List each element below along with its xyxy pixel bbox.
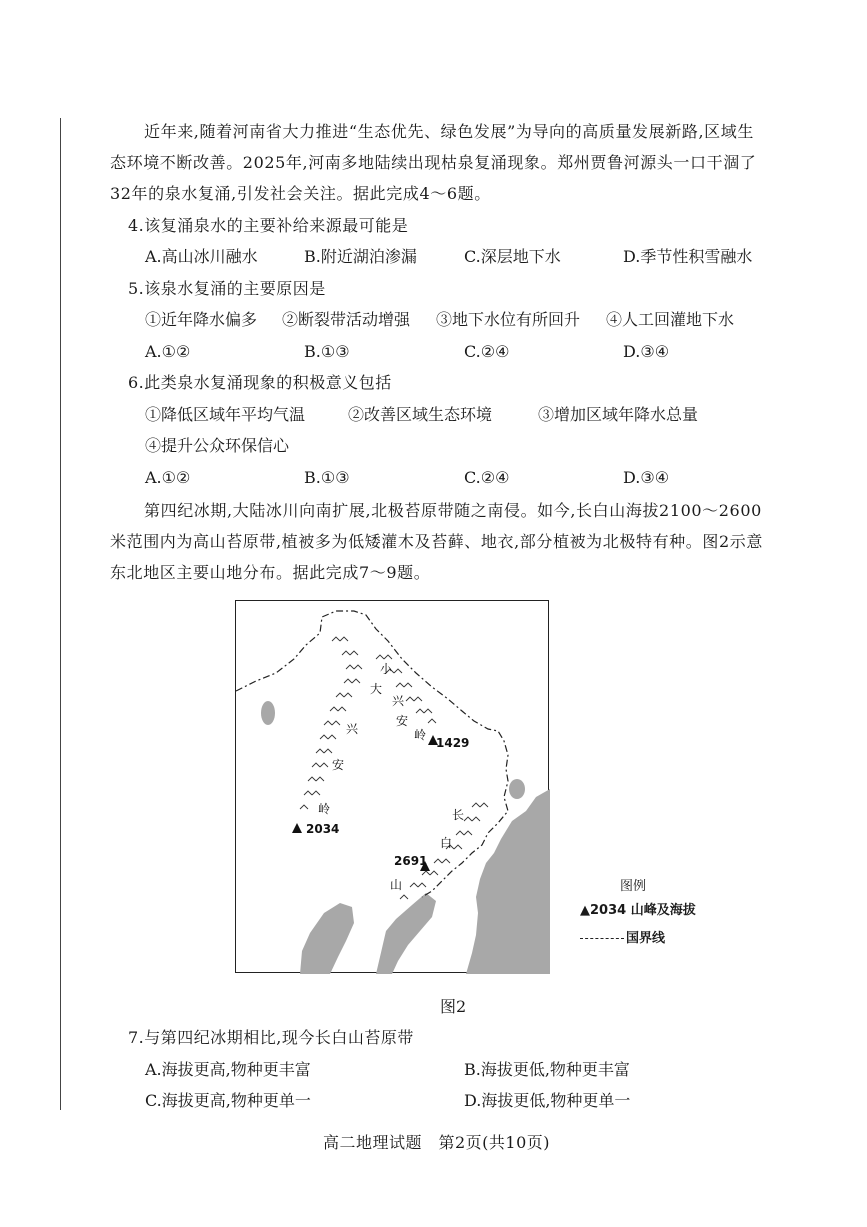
q6-item-4: ④提升公众环保信心 (145, 436, 290, 455)
question-5-stem: 5.该泉水复涌的主要原因是 (128, 279, 326, 298)
q6-option-d: D.③④ (623, 468, 670, 487)
changbai-label-1: 长 (452, 808, 465, 822)
changbai-label-3: 山 (390, 878, 403, 892)
q5-option-c: C.②④ (464, 342, 510, 361)
q7-option-b: B.海拔更低,物种更丰富 (464, 1060, 630, 1079)
sea-east (466, 789, 550, 974)
q5-option-a: A.①② (145, 342, 191, 361)
map-figure-2 (235, 600, 549, 973)
q4-option-b: B.附近湖泊渗漏 (304, 247, 417, 266)
national-border (236, 611, 508, 897)
lesser-khingan-label-2: 兴 (392, 694, 405, 708)
q4-option-d: D.季节性积雪融水 (623, 247, 753, 266)
q7-option-c: C.海拔更高,物种更单一 (145, 1091, 311, 1110)
q5-item-1: ①近年降水偏多 (145, 310, 258, 329)
lesser-khingan-label-4: 岭 (414, 728, 427, 742)
q5-option-d: D.③④ (623, 342, 670, 361)
question-6-stem: 6.此类泉水复涌现象的积极意义包括 (128, 373, 392, 392)
q6-option-c: C.②④ (464, 468, 510, 487)
binding-margin-line (60, 118, 61, 1110)
page-footer: 高二地理试题 第2页(共10页) (323, 1133, 551, 1152)
northeast-china-map (236, 601, 550, 974)
lesser-khingan-label-3: 安 (396, 714, 409, 728)
passage-1: 近年来,随着河南省大力推进“生态优先、绿色发展”为导向的高质量发展新路,区域生态环境不断改善。2025年,河南多地陆续出现枯泉复涌现象。郑州贾鲁河源头一口干涸了32年的泉水复涌,引发社会关注。据此完成4～6题。 (110, 122, 757, 203)
q5-item-4: ④人工回灌地下水 (606, 310, 735, 329)
peak-2691-label: 2691 (394, 854, 428, 868)
question-7-stem: 7.与第四纪冰期相比,现今长白山苔原带 (128, 1028, 414, 1047)
peak-2034-label: 2034 (306, 822, 340, 836)
legend-border-symbol (580, 938, 624, 939)
q6-option-a: A.①② (145, 468, 191, 487)
lesser-khingan-label-1: 小 (380, 662, 393, 676)
legend-title: 图例 (620, 879, 647, 894)
peak-2034-triangle (292, 823, 302, 833)
question-4-stem: 4.该复涌泉水的主要补给来源最可能是 (128, 216, 409, 235)
peak-1429-label: 1429 (436, 736, 470, 750)
q4-option-a: A.高山冰川融水 (145, 247, 258, 266)
legend-border-row (580, 927, 696, 951)
q6-item-3: ③增加区域年降水总量 (538, 405, 699, 424)
great-khingan-label-1: 大 (370, 682, 383, 696)
q5-item-3: ③地下水位有所回升 (436, 310, 581, 329)
sea-bohai (300, 903, 354, 974)
q5-item-2: ②断裂带活动增强 (282, 310, 411, 329)
q6-option-b: B.①③ (304, 468, 350, 487)
legend-border-label: 国界线 (626, 931, 666, 946)
q6-item-1: ①降低区域年平均气温 (145, 405, 306, 424)
q4-option-c: C.深层地下水 (464, 247, 561, 266)
lake-khanka (509, 779, 525, 799)
sea-yellow (376, 893, 436, 974)
lake-hulun (261, 701, 275, 725)
changbai-label-2: 白 (440, 836, 453, 850)
q6-item-2: ②改善区域生态环境 (348, 405, 493, 424)
q7-option-a: A.海拔更高,物种更丰富 (145, 1060, 311, 1079)
great-khingan-label-3: 安 (332, 758, 345, 772)
q7-option-d: D.海拔更低,物种更单一 (464, 1091, 631, 1110)
great-khingan-label-4: 岭 (318, 802, 331, 816)
q5-option-b: B.①③ (304, 342, 350, 361)
map-legend (580, 875, 696, 951)
passage-2: 第四纪冰期,大陆冰川向南扩展,北极苔原带随之南侵。如今,长白山海拔2100～2600米范围内为高山苔原带,植被多为低矮灌木及苔藓、地衣,部分植被为北极特有种。图2示意东北地区主要山地分布。据此完成7～9题。 (110, 501, 763, 582)
great-khingan-label-2: 兴 (346, 722, 359, 736)
legend-peak: ▲2034 山峰及海拔 (580, 903, 696, 918)
figure-caption: 图2 (440, 997, 467, 1016)
